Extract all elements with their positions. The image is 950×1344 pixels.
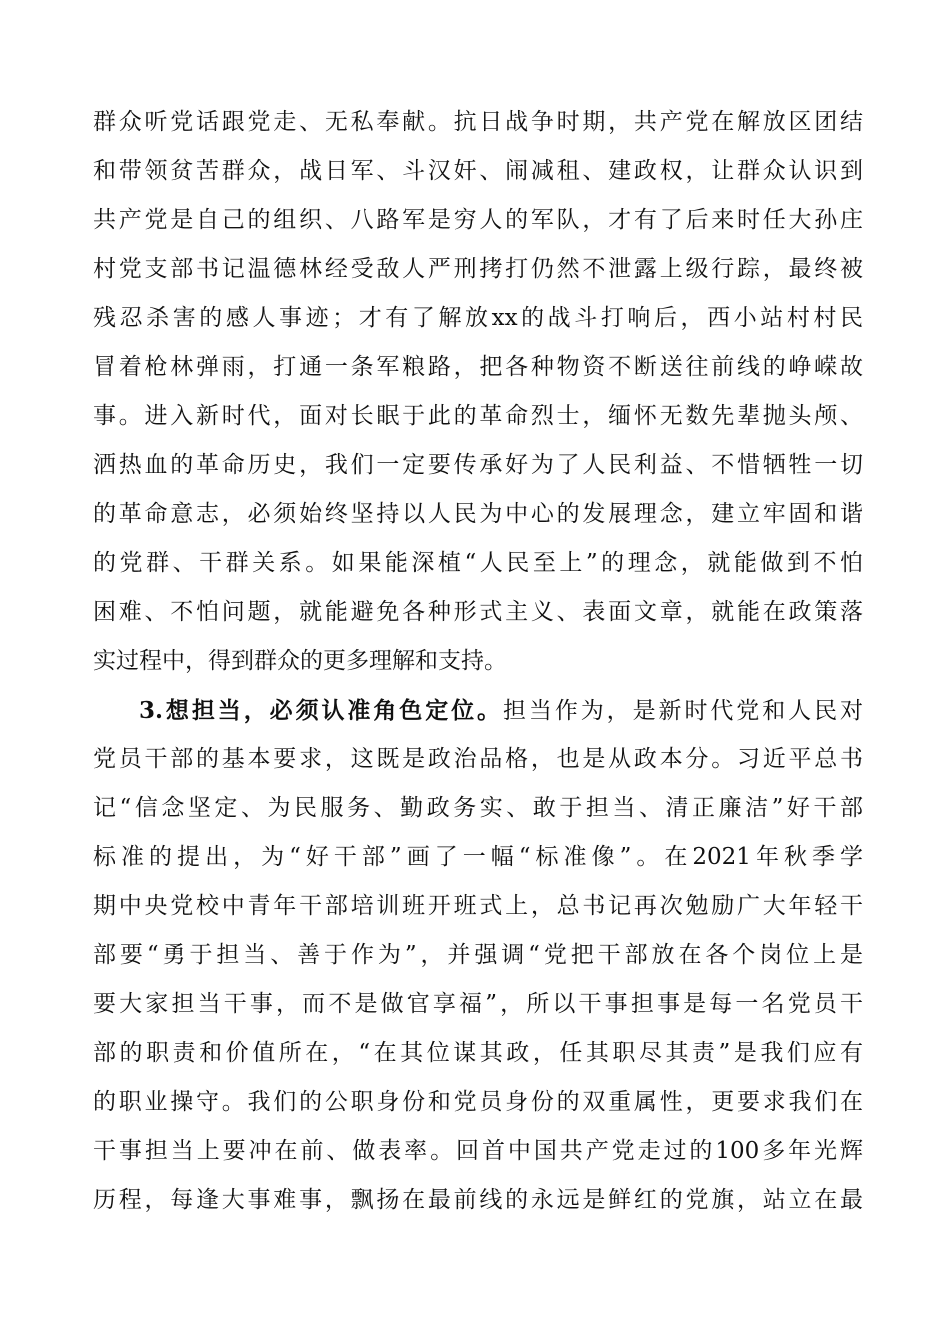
text-line: 干事担当上要冲在前、做表率。回首中国共产党走过的100多年光辉	[93, 1138, 863, 1164]
body-text	[93, 98, 863, 1225]
text-line: 事。进入新时代，面对长眠于此的革命烈士，缅怀无数先辈抛头颅、	[93, 403, 863, 429]
text-line: 的职业操守。我们的公职身份和党员身份的双重属性，更要求我们在	[93, 1089, 863, 1115]
text-line: 困难、不怕问题，就能避免各种形式主义、表面文章，就能在政策落	[93, 599, 863, 625]
text-line: 的党群、干群关系。如果能深植“人民至上”的理念，就能做到不怕	[93, 550, 863, 576]
section-heading: 3.想担当，必须认准角色定位。	[139, 697, 503, 724]
text-line: 共产党是自己的组织、八路军是穷人的军队，才有了后来时任大孙庄	[93, 207, 863, 233]
text-line: 历程，每逢大事难事，飘扬在最前线的永远是鲜红的党旗，站立在最	[93, 1187, 863, 1213]
text-line: 群众听党话跟党走、无私奉献。抗日战争时期，共产党在解放区团结	[93, 109, 863, 135]
text-line: 部的职责和价值所在，“在其位谋其政，任其职尽其责”是我们应有	[93, 1040, 863, 1066]
text-line: 的革命意志，必须始终坚持以人民为中心的发展理念，建立牢固和谐	[93, 501, 863, 527]
text-line: 记“信念坚定、为民服务、勤政务实、敢于担当、清正廉洁”好干部	[93, 795, 863, 821]
text-line: 村党支部书记温德林经受敌人严刑拷打仍然不泄露上级行踪，最终被	[93, 256, 863, 282]
paragraph-2	[93, 686, 863, 1225]
text-line: 部要“勇于担当、善于作为”，并强调“党把干部放在各个岗位上是	[93, 942, 863, 968]
heading-line-rest: 担当作为，是新时代党和人民对	[502, 698, 863, 724]
text-line: 党员干部的基本要求，这既是政治品格，也是从政本分。习近平总书	[93, 746, 863, 772]
text-line: 洒热血的革命历史，我们一定要传承好为了人民利益、不惜牺牲一切	[93, 452, 863, 478]
text-line	[93, 686, 863, 735]
text-line: 标准的提出，为“好干部”画了一幅“标准像”。在2021年秋季学	[93, 844, 863, 870]
text-line: 和带领贫苦群众，战日军、斗汉奸、闹减租、建政权，让群众认识到	[93, 158, 863, 184]
text-line: 冒着枪林弹雨，打通一条军粮路，把各种物资不断送往前线的峥嵘故	[93, 354, 863, 380]
paragraph-1	[93, 98, 863, 686]
text-line: 期中央党校中青年干部培训班开班式上，总书记再次勉励广大年轻干	[93, 893, 863, 919]
text-line: 实过程中，得到群众的更多理解和支持。	[93, 648, 507, 674]
text-line: 残忍杀害的感人事迹；才有了解放xx的战斗打响后，西小站村村民	[93, 305, 863, 331]
text-line: 要大家担当干事，而不是做官享福”，所以干事担事是每一名党员干	[93, 991, 863, 1017]
